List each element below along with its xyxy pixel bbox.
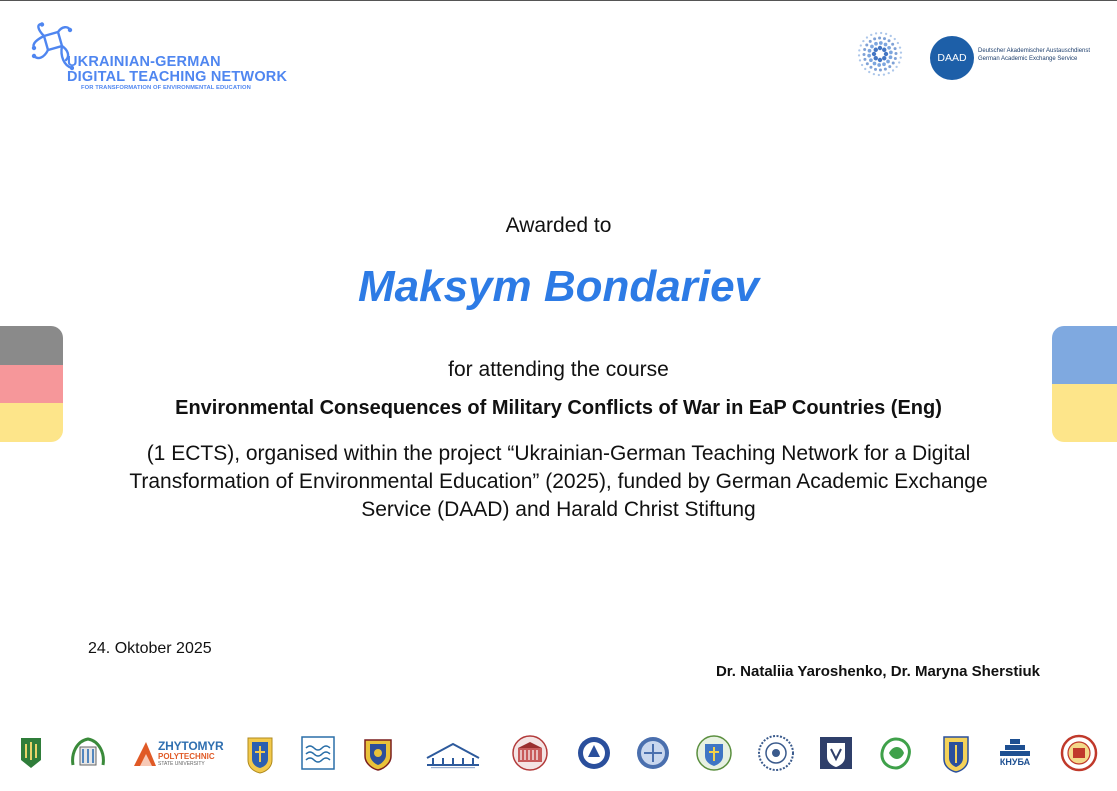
dots-logo-dot (892, 62, 895, 65)
university-emblem-icon (510, 734, 550, 772)
partner-logo-15 (940, 730, 972, 776)
attending-label: for attending the course (448, 358, 669, 381)
dots-logo-dot (870, 34, 872, 36)
dots-logo (852, 30, 908, 92)
dots-logo-dot (880, 32, 882, 34)
dots-logo-dot (873, 62, 877, 66)
dots-logo-dot (874, 48, 878, 52)
dots-logo-dot (879, 41, 883, 45)
dots-logo-dot (884, 52, 888, 56)
dots-logo-dot (864, 68, 866, 70)
dots-logo-dot (883, 73, 885, 75)
partner-logo-12 (756, 730, 796, 776)
partner-logo-knuba (994, 730, 1036, 776)
partner-logo-zhytomyr (132, 730, 224, 776)
ukrainian-flag (1052, 326, 1117, 442)
awarded-to-label: Awarded to (505, 214, 612, 237)
university-emblem-icon (361, 734, 395, 772)
daad-name-de: Deutscher Akademischer Austauschdienst (978, 48, 1091, 54)
dots-logo-dot (895, 66, 897, 68)
dots-logo-dot (885, 33, 887, 35)
dots-logo-dot (863, 53, 866, 56)
signatories: Dr. Nataliia Yaroshenko, Dr. Maryna Sherstiuk (715, 663, 1040, 680)
dots-logo-dot (889, 51, 893, 55)
university-emblem-icon (1000, 739, 1030, 757)
dots-logo-dot (877, 63, 881, 67)
dots-logo-dot (866, 36, 868, 38)
dots-logo-dot (873, 73, 875, 75)
dots-logo-caption (852, 80, 908, 84)
dots-logo-dot (862, 40, 864, 42)
dots-logo-dot (874, 42, 878, 46)
partner-logo-11 (694, 730, 734, 776)
dots-logo-dot (878, 74, 880, 76)
dots-logo-dot (869, 66, 872, 69)
dots-logo-dot (869, 58, 873, 62)
dots-logo-dot (870, 45, 874, 49)
partner-logo-1 (18, 730, 44, 776)
dots-logo-dot (898, 61, 900, 63)
dots-logo-dot (882, 62, 886, 66)
network-subtitle: FOR TRANSFORMATION OF ENVIRONMENTAL EDUCATION (81, 85, 251, 91)
network-title-line2: DIGITAL TEACHING NETWORK (67, 69, 288, 85)
course-title: Environmental Consequences of Military Conflicts of War in EaP Countries (Eng) (175, 397, 942, 419)
partner-logo-13 (816, 730, 856, 776)
zhytomyr-line2: POLYTECHNIC (158, 751, 215, 761)
dots-logo-dot (868, 49, 872, 53)
dots-logo-dot (892, 69, 894, 71)
dots-logo-dot (882, 48, 886, 52)
network-title-line1: UKRAINIAN-GERMAN (67, 54, 221, 70)
university-emblem-icon (695, 734, 733, 772)
university-emblem-icon (19, 736, 43, 770)
dots-logo-dot (899, 46, 901, 48)
dots-logo-dot (887, 46, 891, 50)
university-emblem-icon (301, 736, 335, 770)
dots-logo-dot (867, 54, 871, 58)
dots-logo-dot (861, 64, 863, 66)
partner-logo-14 (876, 730, 916, 776)
dots-logo-dot (863, 58, 866, 61)
dots-logo-dot (873, 37, 876, 40)
university-emblem-icon (635, 735, 671, 771)
dots-logo-dot (882, 56, 886, 60)
daad-name-en: German Academic Exchange Service (978, 55, 1078, 62)
dots-logo-dot (878, 46, 882, 50)
partner-logo-4 (243, 730, 277, 776)
dots-logo-dot (900, 51, 902, 53)
dots-logo-dot (897, 42, 899, 44)
dots-logo-dot (878, 37, 881, 40)
dots-logo-dot (868, 71, 870, 73)
dots-logo-dot (863, 48, 866, 51)
dots-logo-dot (879, 68, 882, 71)
dots-logo-dot (872, 52, 876, 56)
recipient-name: Maksym Bondariev (357, 262, 760, 311)
partner-logo-2 (68, 730, 108, 776)
university-emblem-icon (69, 735, 107, 771)
dots-logo-dot (865, 43, 868, 46)
daad-name (978, 48, 1090, 63)
dots-logo-dot (891, 43, 894, 46)
knuba-label: КНУБА (999, 757, 1031, 767)
university-emblem-icon (877, 735, 915, 771)
dots-logo-dot (860, 44, 862, 46)
dots-logo-dot (888, 39, 891, 42)
german-flag (0, 326, 63, 442)
university-emblem-icon (421, 736, 485, 770)
partner-logo-9 (575, 730, 613, 776)
dots-logo-dot (875, 32, 877, 34)
partner-logo-7 (420, 730, 486, 776)
dots-logo-dot (888, 72, 890, 74)
dots-logo-dot (888, 65, 891, 68)
dots-logo-dot (884, 68, 887, 71)
partner-logo-6 (360, 730, 396, 776)
dots-logo-dot (894, 52, 897, 55)
university-emblem-icon (818, 735, 854, 771)
dots-logo-dot (866, 62, 869, 65)
dots-logo-dot (878, 58, 882, 62)
dots-logo-dot (859, 59, 861, 61)
dots-logo-dot (884, 43, 888, 47)
dots-logo-dot (894, 38, 896, 40)
zhytomyr-line3: STATE UNIVERSITY (158, 760, 205, 767)
partner-logo-8 (508, 730, 552, 776)
partner-logo-10 (634, 730, 672, 776)
dots-logo-dot (858, 49, 860, 51)
university-emblem-icon (576, 735, 612, 771)
dots-logo-dot (894, 57, 897, 60)
university-emblem-icon (941, 733, 971, 773)
top-border (0, 0, 1117, 1)
zhytomyr-line1: ZHYTOMYR (158, 738, 224, 753)
dots-circle-icon (852, 30, 908, 80)
dots-logo-dot (886, 60, 890, 64)
issue-date: 24. Oktober 2025 (88, 640, 212, 657)
dots-logo-dot (874, 68, 877, 71)
course-description: (1 ECTS), organised within the project “Ukrainian-German Teaching Network for a Digital Transformation of Environmental Education” (2025), funded by German Academic Exchange Service (DAAD) and Harald Christ Stiftung (129, 442, 988, 521)
dots-logo-dot (858, 54, 860, 56)
partner-logo-17 (1058, 730, 1100, 776)
partner-logos (0, 730, 1117, 778)
partner-logo-5 (300, 730, 336, 776)
university-emblem-icon (1060, 734, 1098, 772)
dots-logo-dot (874, 56, 878, 60)
dots-logo-dot (869, 40, 872, 43)
dots-logo-dot (900, 57, 902, 59)
university-emblem-icon (757, 734, 795, 772)
dots-logo-dot (894, 47, 897, 50)
network-logo (30, 22, 300, 96)
daad-badge: DAAD (930, 36, 974, 80)
university-emblem-icon (245, 732, 275, 774)
dots-logo-dot (889, 55, 893, 59)
dots-logo-dot (890, 35, 892, 37)
dots-logo-dot (883, 37, 886, 40)
university-emblem-icon (132, 738, 158, 768)
